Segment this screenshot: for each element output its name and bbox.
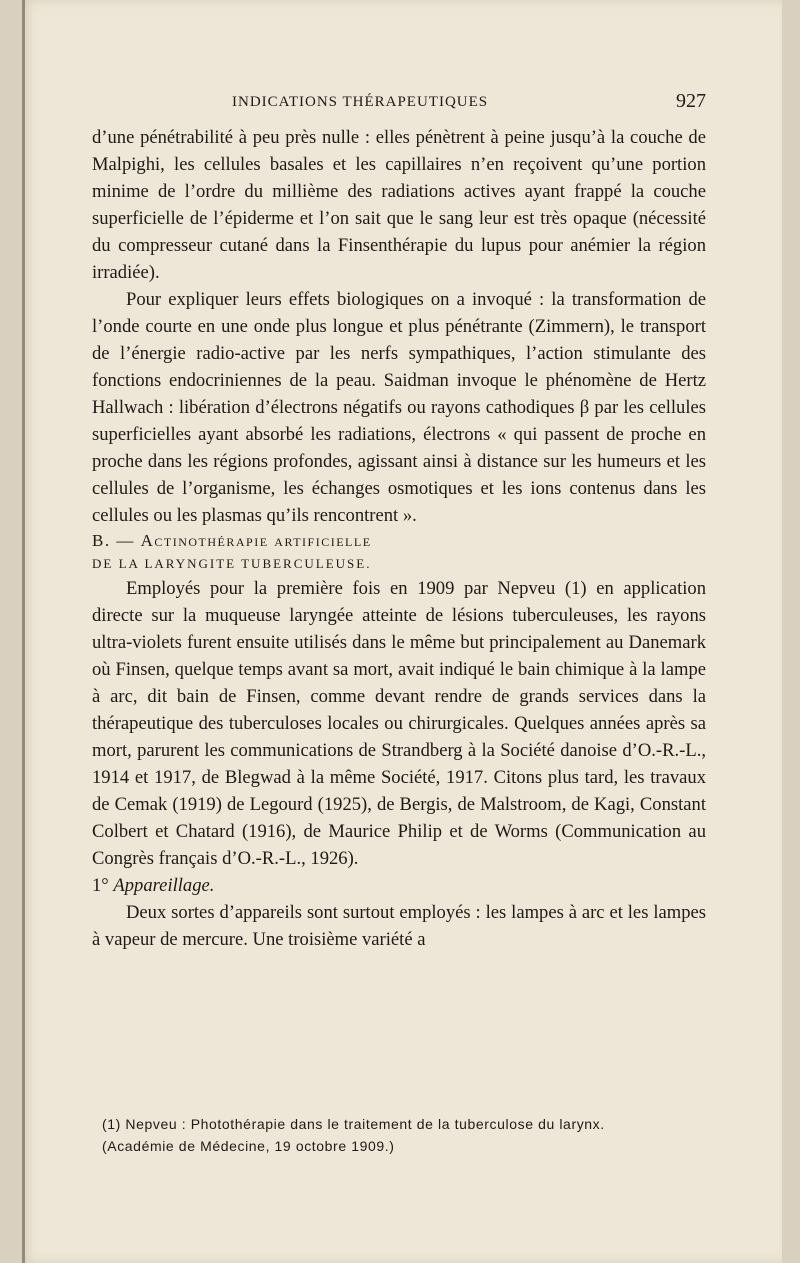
footnote-line-2: (Académie de Médecine, 19 octobre 1909.) xyxy=(102,1138,395,1154)
section-title-line2: DE LA LARYNGITE TUBERCULEUSE. xyxy=(92,556,372,571)
running-title: INDICATIONS THÉRAPEUTIQUES xyxy=(232,94,489,110)
subsection-title: Appareillage. xyxy=(113,875,215,896)
subsection-number: 1° xyxy=(92,875,109,896)
section-heading xyxy=(92,529,706,553)
section-title-line1: Actinothérapie artificielle xyxy=(140,531,372,550)
section-prefix: B. — xyxy=(92,531,141,550)
paragraph-4: Deux sortes d’appareils sont surtout employés : les lampes à arc et les lampes à vapeur de mercure. Une troisième variété a xyxy=(92,902,706,950)
book-page xyxy=(22,0,782,1263)
body-text xyxy=(92,124,706,953)
subsection-heading xyxy=(92,872,706,899)
page-header xyxy=(232,92,706,116)
paragraph-3: Employés pour la première fois en 1909 par Nepveu (1) en application directe sur la muqueuse laryngée atteinte de lésions tuberculeuses, les rayons ultra-violets furent ensuite utilisés dans le même but principalement au Danemark où Finsen, quelque temps avant sa mort, avait indiqué le bain chimique à la lampe à arc, dit bain de Finsen, comme devant rendre de grands services dans la thérapeutique des tuberculoses locales ou chirurgicales. Quelques années après sa mort, parurent les communications de Strandberg à la Société danoise d’O.-R.-L., 1914 et 1917, de Blegwad à la même Société, 1917. Citons plus tard, les travaux de Cemak (1919) de Legourd (1925), de Bergis, de Malstroom, de Kagi, Constant Colbert et Chatard (1916), de Maurice Philip et de Worms (Communication au Congrès français d’O.-R.-L., 1926). xyxy=(92,578,706,869)
footnote xyxy=(102,1113,706,1157)
page-number: 927 xyxy=(676,90,706,112)
footnote-line-1: (1) Nepveu : Photothérapie dans le traitement de la tuberculose du larynx. xyxy=(102,1116,605,1132)
paragraph-1: d’une pénétrabilité à peu près nulle : elles pénètrent à peine jusqu’à la couche de Malpighi, les cellules basales et les capillaires n’en reçoivent qu’une portion minime de l’ordre du millième des radiations actives ayant frappé la couche superficielle de l’épiderme et l’on sait que le sang leur est très opaque (nécessité du compresseur cutané dans la Finsenthérapie du lupus pour anémier la région irradiée). xyxy=(92,127,706,283)
paragraph-2: Pour expliquer leurs effets biologiques on a invoqué : la transformation de l’onde courte en une onde plus longue et plus pénétrante (Zimmern), le transport de l’énergie radio-active par les nerfs sympathiques, l’action stimulante des fonctions endocriniennes de la peau. Saidman invoque le phénomène de Hertz Hallwach : libération d’électrons négatifs ou rayons cathodiques β par les cellules superficielles ayant absorbé les radiations, électrons « qui passent de proche en proche dans les régions profondes, agissant ainsi à distance sur les humeurs et les cellules de l’organisme, les échanges osmotiques et les ions contenus dans les cellules ou les plasmas qu’ils rencontrent ». xyxy=(92,289,706,526)
